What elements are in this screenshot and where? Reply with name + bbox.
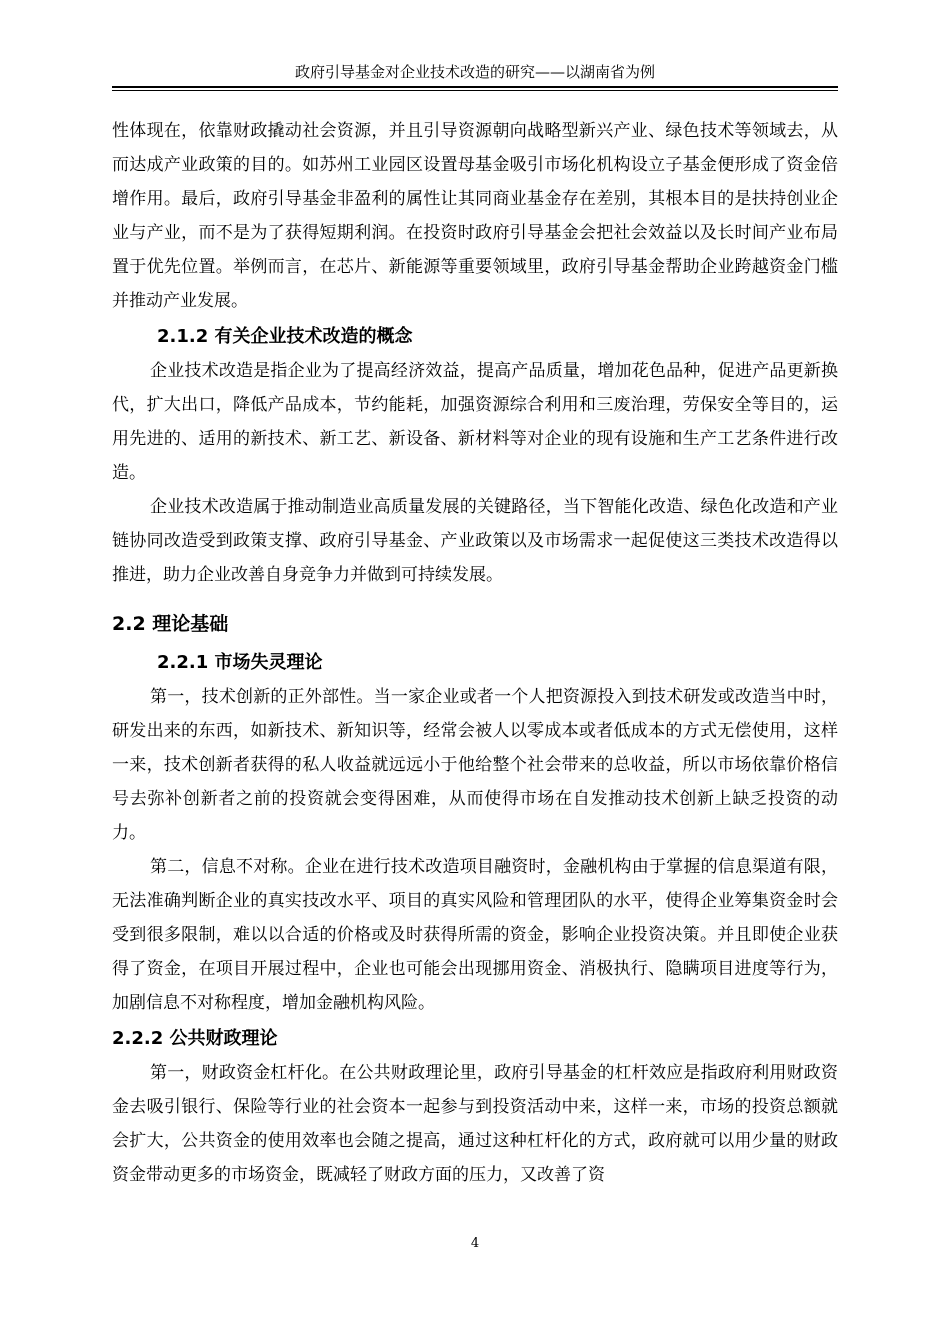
- paragraph-2-2-2-a: 第一，财政资金杠杆化。在公共财政理论里，政府引导基金的杠杆效应是指政府利用财政资金去吸引银行、保险等行业的社会资本一起参与到投资活动中来，这样一来，市场的投资总额就会扩大，公共资金的使用效率也会随之提高，通过这种杠杆化的方式，政府就可以用少量的财政资金带动更多的市场资金，既减轻了财政方面的压力，又改善了资: [112, 1063, 838, 1185]
- paragraph-2-2-1-a: 第一，技术创新的正外部性。当一家企业或者一个人把资源投入到技术研发或改造当中时，研发出来的东西，如新技术、新知识等，经常会被人以零成本或者低成本的方式无偿使用，这样一来，技术创新者获得的私人收益就远远小于他给整个社会带来的总收益，所以市场依靠价格信号去弥补创新者之前的投资就会变得困难，从而使得市场在自发推动技术创新上缺乏投资的动力。: [112, 687, 838, 843]
- heading-2-1-2: 2.1.2 有关企业技术改造的概念: [157, 326, 413, 347]
- running-header: 政府引导基金对企业技术改造的研究——以湖南省为例: [294, 63, 655, 81]
- page-number: 4: [470, 1236, 480, 1251]
- header-rule-thick: [112, 86, 838, 88]
- paragraph-2-1-2-b: 企业技术改造属于推动制造业高质量发展的关键路径，当下智能化改造、绿色化改造和产业链协同改造受到政策支撑、政府引导基金、产业政策以及市场需求一起促使这三类技术改造得以推进，助力企业改善自身竞争力并做到可持续发展。: [112, 497, 838, 585]
- heading-2-2: 2.2 理论基础: [112, 613, 229, 635]
- paragraph-2-2-1-b: 第二，信息不对称。企业在进行技术改造项目融资时，金融机构由于掌握的信息渠道有限，无法准确判断企业的真实技改水平、项目的真实风险和管理团队的水平，使得企业筹集资金时会受到很多限制，难以以合适的价格或及时获得所需的资金，影响企业投资决策。并且即使企业获得了资金，在项目开展过程中，企业也可能会出现挪用资金、消极执行、隐瞒项目进度等行为，加剧信息不对称程度，增加金融机构风险。: [112, 857, 838, 1013]
- header-rule-thin: [112, 90, 838, 91]
- page-body: [112, 114, 838, 1192]
- heading-2-2-2: 2.2.2 公共财政理论: [112, 1028, 278, 1049]
- paragraph-2-1-2-a: 企业技术改造是指企业为了提高经济效益，提高产品质量，增加花色品种，促进产品更新换代，扩大出口，降低产品成本，节约能耗，加强资源综合利用和三废治理，劳保安全等目的，运用先进的、适用的新技术、新工艺、新设备、新材料等对企业的现有设施和生产工艺条件进行改造。: [112, 361, 838, 483]
- heading-2-2-1: 2.2.1 市场失灵理论: [157, 652, 323, 673]
- paragraph-intro: 性体现在，依靠财政撬动社会资源，并且引导资源朝向战略型新兴产业、绿色技术等领域去，从而达成产业政策的目的。如苏州工业园区设置母基金吸引市场化机构设立子基金便形成了资金倍增作用。最后，政府引导基金非盈利的属性让其同商业基金存在差别，其根本目的是扶持创业企业与产业，而不是为了获得短期利润。在投资时政府引导基金会把社会效益以及长时间产业布局置于优先位置。举例而言，在芯片、新能源等重要领域里，政府引导基金帮助企业跨越资金门槛并推动产业发展。: [112, 121, 838, 311]
